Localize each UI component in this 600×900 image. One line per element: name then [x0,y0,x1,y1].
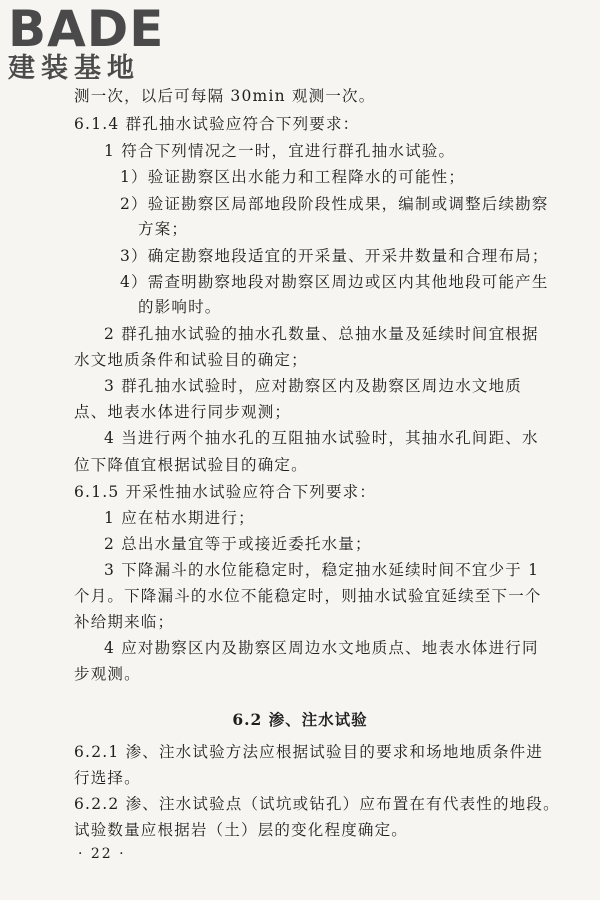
clause-6-1-5: 6.1.5 开采性抽水试验应符合下列要求： [74,483,377,501]
logo-subtitle: 建装基地 [8,53,140,84]
text-line: 2 群孔抽水试验的抽水孔数量、总抽水量及延续时间宜根据 [104,325,539,343]
text-line: 行选择。 [74,769,141,787]
text-line: 4 当进行两个抽水孔的互阻抽水试验时，其抽水孔间距、水 [104,429,539,447]
text-line: 方案； [138,220,189,238]
text-line: 2 总出水量宜等于或接近委托水量； [104,535,372,553]
text-line: 3 群孔抽水试验时，应对勘察区内及勘察区周边水文地质 [104,377,522,395]
text-line: 试验数量应根据岩（土）层的变化程度确定。 [74,821,409,839]
text-line: 个月。下降漏斗的水位不能稳定时，则抽水试验宜延续至下一个 [74,587,542,605]
page-number: · 22 · [78,846,126,862]
text-line: 位下降值宜根据试验目的确定。 [74,456,308,474]
text-line: 3 下降漏斗的水位能稳定时，稳定抽水延续时间不宜少于 1 [104,561,540,579]
clause-6-2-1: 6.2.1 渗、注水试验方法应根据试验目的要求和场地地质条件进 [74,743,544,761]
text-line: 点、地表水体进行同步观测； [74,403,292,421]
text-line: 的影响时。 [138,298,222,316]
text-line: 水文地质条件和试验目的确定； [74,351,308,369]
text-line: 补给期来临； [74,613,175,631]
text-line: 1 符合下列情况之一时，宜进行群孔抽水试验。 [104,142,456,160]
section-title: 6.2 渗、注水试验 [232,710,368,729]
text-line: 步观测。 [74,665,141,683]
text-line: 4 应对勘察区内及勘察区周边水文地质点、地表水体进行同 [104,639,539,657]
text-line: 测一次，以后可每隔 30min 观测一次。 [74,87,376,105]
text-line: 4）需查明勘察地段对勘察区周边或区内其他地段可能产生 [120,273,549,291]
text-line: 3）确定勘察地段适宜的开采量、开采井数量和合理布局； [120,247,549,265]
logo-wordmark: BADE [8,0,165,58]
clause-6-2-2: 6.2.2 渗、注水试验点（试坑或钻孔）应布置在有代表性的地段。 [74,795,560,813]
text-line: 1 应在枯水期进行； [104,509,255,527]
text-line: 2）验证勘察区局部地段阶段性成果，编制或调整后续勘察 [120,195,549,213]
text-line: 1）验证勘察区出水能力和工程降水的可能性； [120,168,466,186]
clause-6-1-4: 6.1.4 群孔抽水试验应符合下列要求： [74,115,360,133]
